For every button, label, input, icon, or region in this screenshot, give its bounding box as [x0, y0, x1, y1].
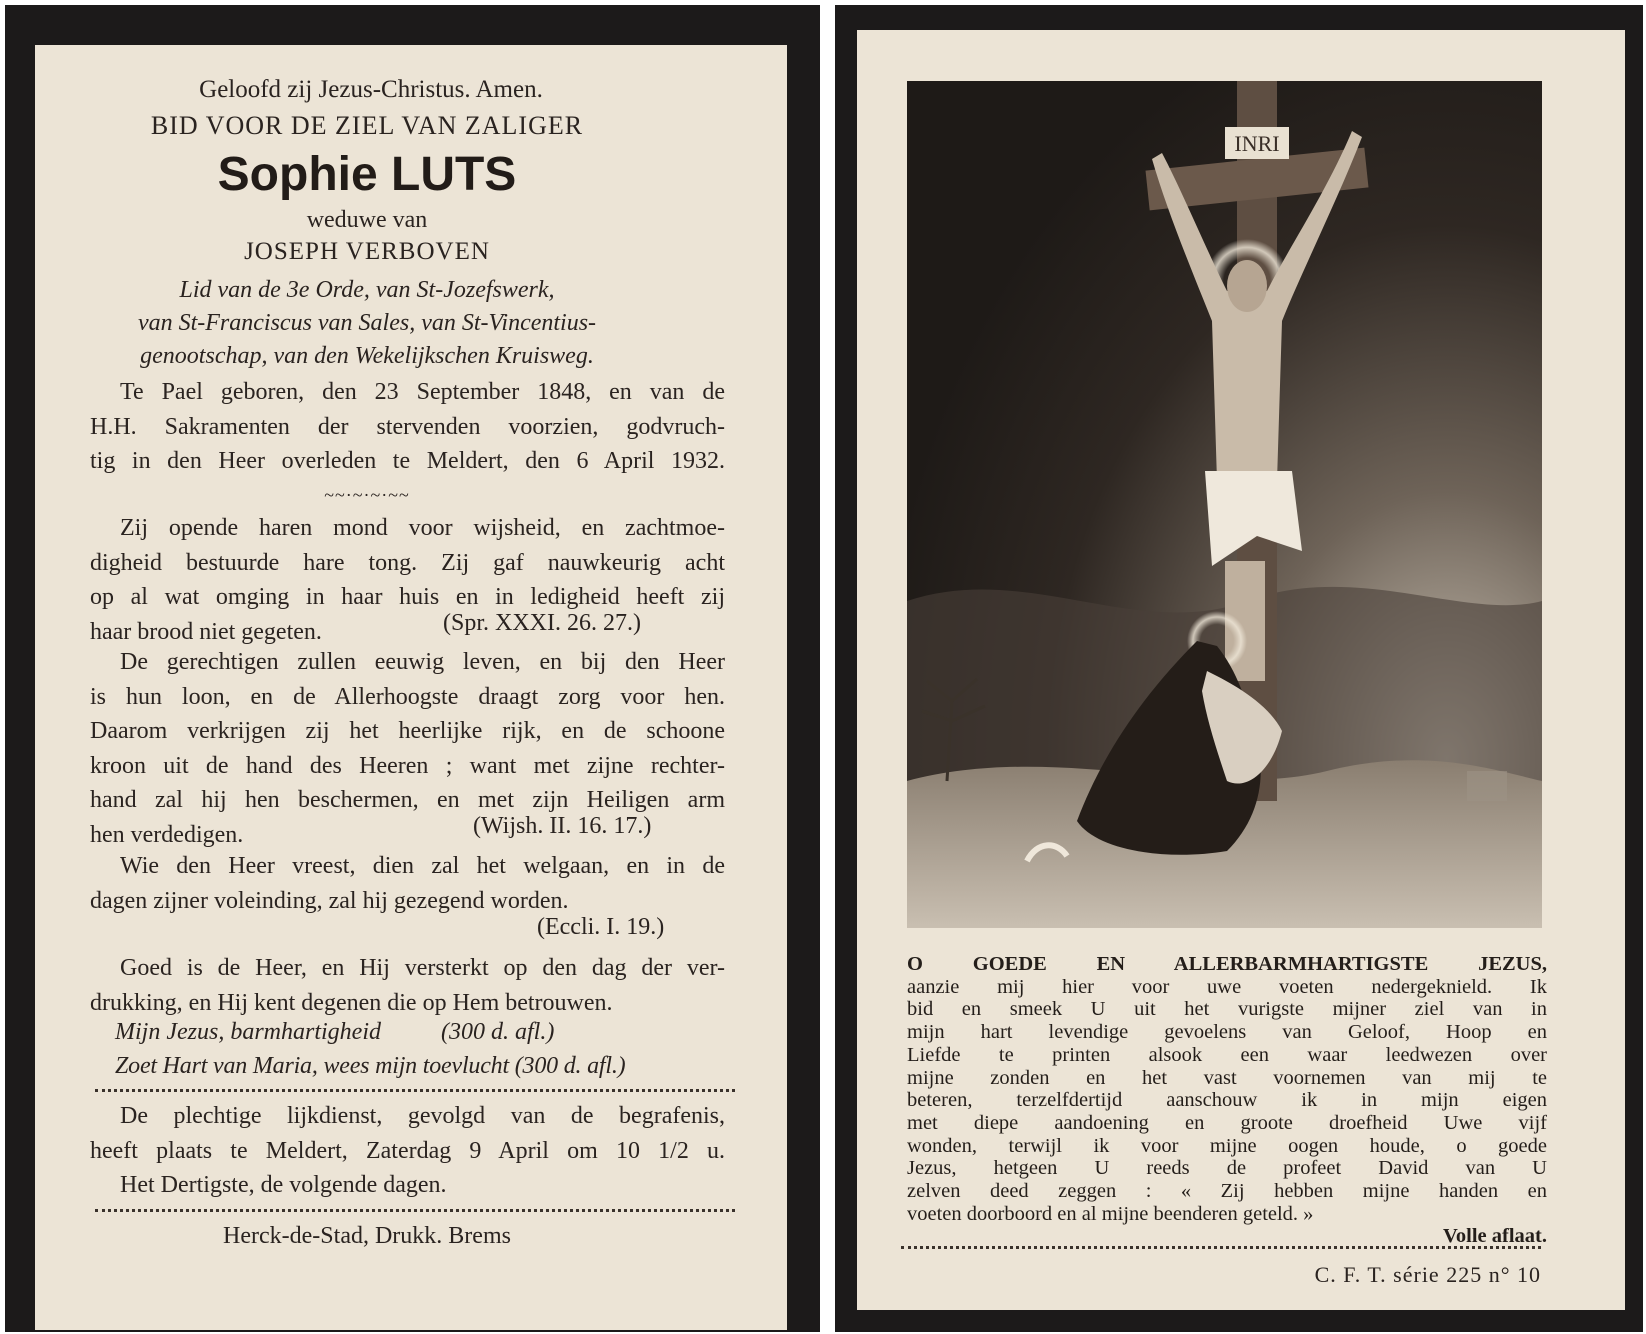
verse-line: Daarom verkrijgen zij het heerlijke rijk, en de schoone — [90, 718, 725, 744]
card-back-paper — [857, 30, 1625, 1310]
prayer-line: voeten doorboord en al mijne beenderen geteld. » — [907, 1202, 1314, 1225]
biography-line: H.H. Sakramenten der stervenden voorzien, godvruch- — [90, 413, 725, 440]
verse-line: drukking, en Hij kent degenen die op Hem betrouwen. — [90, 989, 613, 1016]
biography — [90, 375, 725, 479]
verse-2-reference: (Wijsh. II. 16. 17.) — [473, 813, 652, 839]
funeral-line: De plechtige lijkdienst, gevolgd van de begrafenis, — [120, 1103, 725, 1129]
verse-line: op al wat omging in haar huis en in ledigheid heeft zij — [90, 584, 725, 610]
verse-line: haar brood niet gegeten. — [90, 618, 322, 645]
verse-line: dagen zijner voleinding, zal hij gezegend worden. — [90, 887, 569, 914]
prayer-line: aanzie mij hier voor uwe voeten nedergeknield. Ik — [907, 975, 1547, 998]
verse-line: kroon uit de hand des Heeren ; want met zijne rechter- — [90, 752, 725, 779]
prayer-line: Jezus, hetgeen U reeds de profeet David van U — [907, 1157, 1547, 1180]
prayer-heading: O GOEDE EN ALLERBARMHARTIGSTE JEZUS, — [907, 953, 1547, 975]
prayer-line: mijne zonden en het vast voornemen van mij te — [907, 1066, 1547, 1089]
funeral-notice — [90, 1099, 725, 1203]
spouse-name: JOSEPH VERBOVEN — [244, 238, 490, 265]
funeral-line: heeft plaats te Meldert, Zaterdag 9 April om 10 1/2 u. — [90, 1137, 725, 1164]
prayer-line: bid en smeek U uit het vurigste mijner ziel van in — [907, 998, 1547, 1021]
prayer-text — [907, 953, 1547, 1248]
biography-line: tig in den Heer overleden te Meldert, den 6 April 1932. — [90, 448, 725, 474]
dotted-divider — [901, 1246, 1541, 1249]
verse-line: is hun loon, en de Allerhoogste draagt zorg voor hen. — [90, 683, 725, 710]
plenary-indulgence: Volle aflaat. — [1442, 1225, 1547, 1248]
verse-line: digheid bestuurde hare tong. Zij gaf nauwkeurig acht — [90, 549, 725, 576]
series-number: C. F. T. série 225 n° 10 — [1314, 1262, 1541, 1287]
memorial-card-front — [5, 5, 820, 1332]
prayer-line: beteren, terzelfdertijd aanschouw ik in mijn eigen — [907, 1089, 1547, 1112]
prayer-line: wonden, terwijl ik voor mijne oogen houde, o goede — [907, 1134, 1547, 1157]
verse-3-reference: (Eccli. I. 19.) — [537, 914, 665, 940]
verse-line: Zij opende haren mond voor wijsheid, en zachtmoe- — [120, 515, 725, 541]
verse-line: Goed is de Heer, en Hij versterkt op den dag der ver- — [120, 955, 725, 981]
prayer-line: mijn hart levendige gevoelens van Geloof, Hoop en — [907, 1021, 1547, 1044]
card-front-paper — [35, 45, 787, 1330]
prayer-line: zelven deed zeggen : « Zij hebben mijne handen en — [907, 1180, 1547, 1203]
indulgence-prayer-1: Mijn Jezus, barmhartigheid — [115, 1019, 381, 1045]
dotted-divider — [95, 1209, 735, 1212]
indulgence-prayer-2: Zoet Hart van Maria, wees mijn toevlucht (300 d. afl.) — [115, 1053, 626, 1079]
inri-text: INRI — [1234, 131, 1280, 156]
dotted-divider — [95, 1089, 735, 1092]
memorial-card-back — [835, 5, 1643, 1332]
crucifixion-image — [907, 81, 1542, 928]
biography-line: Te Pael geboren, den 23 September 1848, en van de — [120, 379, 725, 405]
verse-line: hen verdedigen. — [90, 821, 244, 848]
widow-of-label: weduwe van — [306, 207, 428, 233]
verse-line: De gerechtigen zullen eeuwig leven, en bij den Heer — [120, 649, 725, 675]
membership-line: genootschap, van den Wekelijkschen Kruisweg. — [140, 343, 594, 369]
prayer-request: BID VOOR DE ZIEL VAN ZALIGER — [150, 111, 584, 140]
verse-line: hand zal hij hen beschermen, en met zijn Heiligen arm — [90, 787, 725, 813]
prayer-line: met diepe aandoening en groote droefheid Uwe vijf — [907, 1111, 1547, 1134]
deceased-name: Sophie LUTS — [217, 148, 517, 201]
funeral-line: Het Dertigste, de volgende dagen. — [120, 1172, 447, 1198]
ornament-divider: ~~·~·~·~~ — [324, 485, 410, 505]
membership-line: Lid van de 3e Orde, van St-Jozefswerk, — [179, 277, 555, 303]
verse-3 — [90, 849, 725, 918]
prayer-line: Liefde te printen alsook een waar leedwezen over — [907, 1043, 1547, 1066]
membership-line: van St-Franciscus van Sales, van St-Vincentius- — [137, 310, 597, 336]
verse-4 — [90, 951, 725, 1020]
verse-line: Wie den Heer vreest, dien zal het welgaan, en in de — [120, 853, 725, 879]
printer-credit: Herck-de-Stad, Drukk. Brems — [223, 1223, 511, 1249]
verse-1-reference: (Spr. XXXI. 26. 27.) — [443, 610, 641, 636]
opening-line: Geloofd zij Jezus-Christus. Amen. — [199, 76, 543, 103]
indulgence-note-1: (300 d. afl.) — [441, 1019, 555, 1045]
